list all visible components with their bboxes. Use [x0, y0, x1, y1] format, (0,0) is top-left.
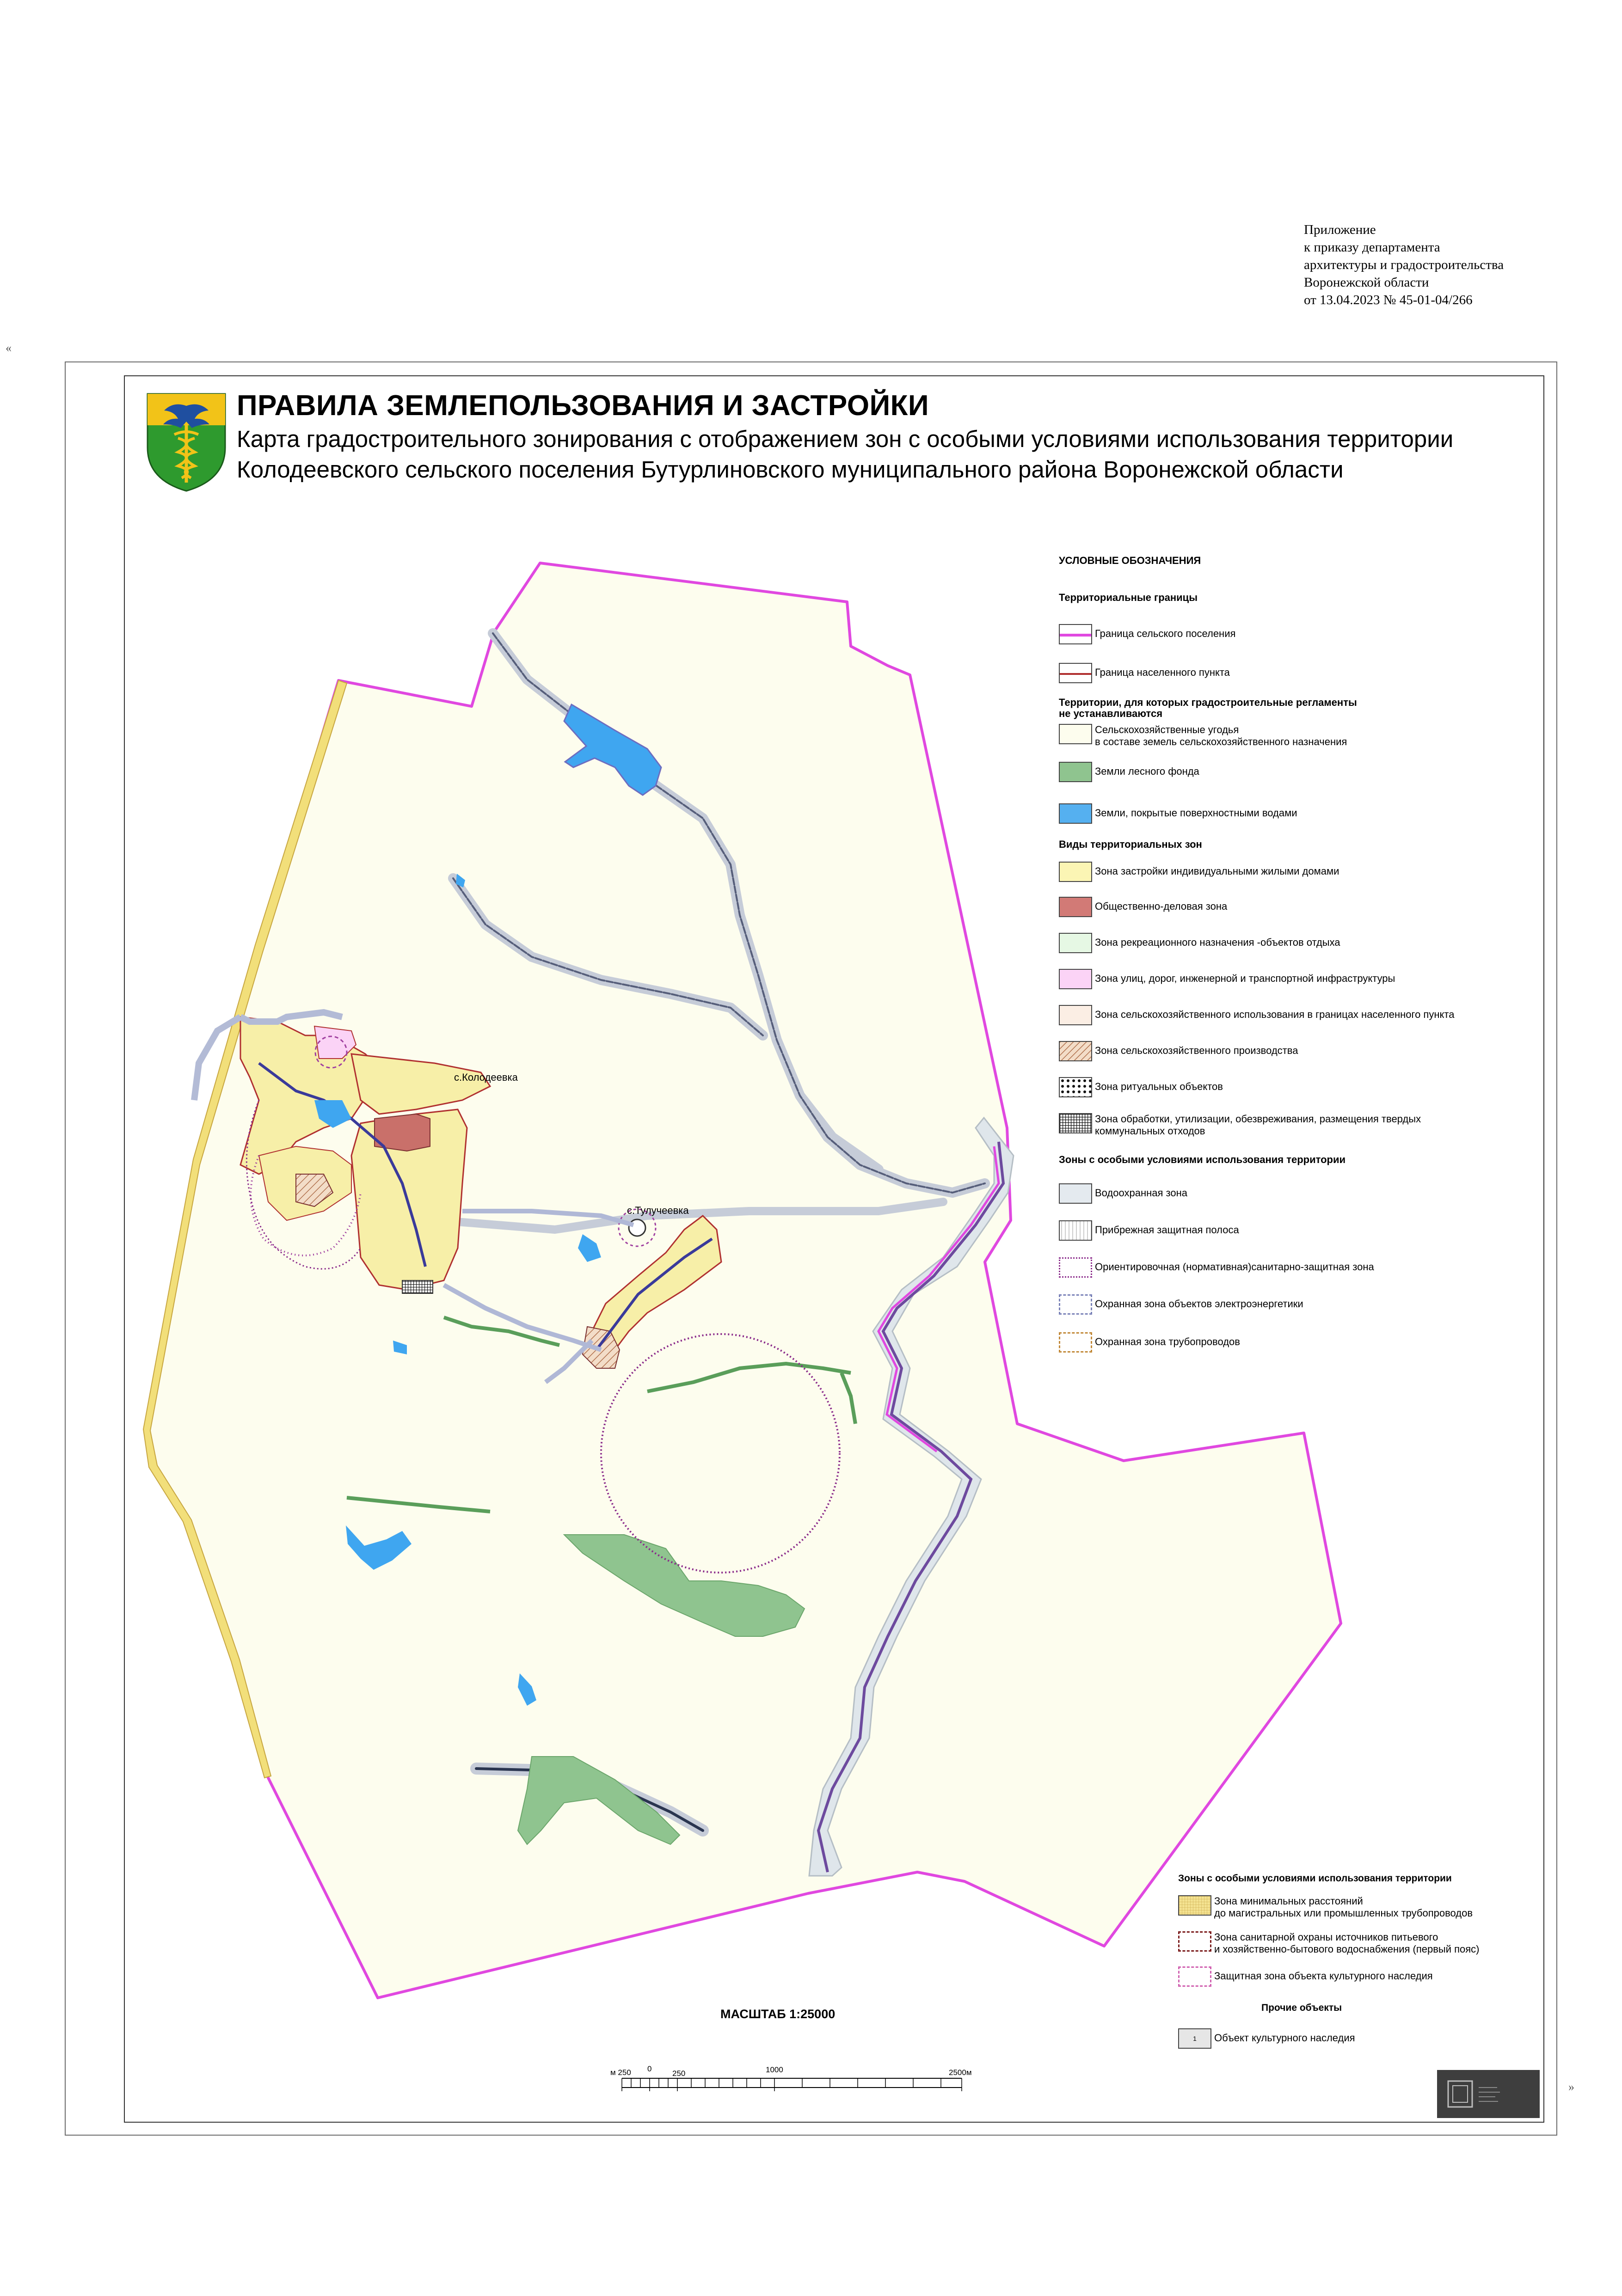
legend-item [1059, 862, 1339, 882]
legend-label: Зона санитарной охраны источников питьевого и хозяйственно-бытового водоснабжения (первый пояс) [1214, 1931, 1480, 1955]
legend-section-title: Прочие объекты [1261, 2002, 1342, 2013]
legend-label: Зона ритуальных объектов [1095, 1081, 1223, 1092]
ritual-swatch [1059, 1077, 1092, 1097]
legend-label: Граница населенного пункта [1095, 667, 1230, 678]
quote-open: « [6, 341, 12, 355]
forest-swatch [1059, 762, 1092, 782]
legend-label: Зона обработки, утилизации, обезвреживания, размещения твердых коммунальных отходов [1095, 1113, 1421, 1137]
coastal-strip-swatch [1059, 1220, 1092, 1241]
legend-label: Защитная зона объекта культурного наследия [1214, 1970, 1433, 1982]
legend-label: Зона застройки индивидуальными жилыми домами [1095, 865, 1339, 877]
place-label-kolodeevka: с.Колодеевка [454, 1071, 518, 1083]
water-protection-swatch [1059, 1183, 1092, 1204]
legend-item [1059, 969, 1395, 989]
legend-section-title: Зоны с особыми условиями использования территории [1178, 1873, 1452, 1884]
roads-swatch [1059, 969, 1092, 989]
power-zone-swatch [1059, 1294, 1092, 1315]
legend-item [1059, 624, 1235, 644]
legend-item [1059, 1113, 1421, 1137]
map-subtitle-area: Колодеевского сельского поселения Бутурлиновского муниципального района Воронежской области [237, 456, 1344, 483]
legend-item [1059, 1257, 1374, 1278]
legend-label: Зона рекреационного назначения -объектов отдыха [1095, 937, 1340, 948]
legend-section-title: Территории, для которых градостроительные регламенты не устанавливаются [1059, 697, 1357, 719]
recreation-swatch [1059, 933, 1092, 953]
waste-swatch [1059, 1113, 1092, 1133]
boundary-line-icon [1059, 624, 1092, 644]
legend-label: Зона улиц, дорог, инженерной и транспортной инфраструктуры [1095, 973, 1395, 984]
legend-section-title: Зоны с особыми условиями использования территории [1059, 1154, 1346, 1165]
heritage-object-swatch: 1 [1178, 2028, 1211, 2049]
appendix-line: Приложение [1304, 222, 1376, 237]
legend-item [1059, 1183, 1187, 1204]
organization-logo-icon [1437, 2070, 1540, 2118]
legend-label: Объект культурного наследия [1214, 2032, 1355, 2044]
sanitary-water-swatch [1178, 1931, 1211, 1952]
sanitary-swatch [1059, 1257, 1092, 1278]
scale-label: 2500м [949, 2068, 972, 2077]
document-title: ПРАВИЛА ЗЕМЛЕПОЛЬЗОВАНИЯ И ЗАСТРОЙКИ [237, 390, 929, 422]
agri-locality-swatch [1059, 1005, 1092, 1025]
legend-label: Зона минимальных расстояний до магистральных или промышленных трубопроводов [1214, 1895, 1473, 1919]
legend-item [1178, 1966, 1433, 1987]
locality-line-icon [1059, 663, 1092, 683]
legend-label: Зона сельскохозяйственного производства [1095, 1045, 1298, 1056]
residential-swatch [1059, 862, 1092, 882]
legend-label: Зона сельскохозяйственного использования в границах населенного пункта [1095, 1009, 1455, 1020]
legend-item [1059, 933, 1340, 953]
legend-item [1059, 803, 1297, 824]
appendix-line: от 13.04.2023 № 45-01-04/266 [1304, 293, 1473, 307]
legend-label: Ориентировочная (нормативная)санитарно-защитная зона [1095, 1261, 1374, 1273]
scale-bar [622, 2078, 962, 2091]
legend-item [1178, 2028, 1355, 2049]
legend-item [1059, 1005, 1454, 1025]
pipeline-zone-swatch [1059, 1332, 1092, 1353]
legend-item [1059, 1041, 1298, 1061]
legend-label: Водоохранная зона [1095, 1187, 1187, 1199]
business-swatch [1059, 897, 1092, 917]
legend-item [1059, 1294, 1303, 1315]
legend-item [1178, 1895, 1473, 1919]
heritage-protection-swatch [1178, 1966, 1211, 1987]
legend-heading: УСЛОВНЫЕ ОБОЗНАЧЕНИЯ [1059, 555, 1201, 566]
appendix-line: к приказу департамента [1304, 240, 1440, 255]
agri-production-swatch [1059, 1041, 1092, 1061]
water-swatch [1059, 803, 1092, 824]
organization-logo [1437, 2070, 1540, 2118]
place-label-tuluchevka: с.Тулучеевка [627, 1205, 689, 1216]
legend-item [1059, 663, 1230, 683]
map-subtitle: Карта градостроительного зонирования с отображением зон с особыми условиями использования территории [237, 426, 1454, 452]
legend-item [1059, 1332, 1240, 1353]
scale-label: м 250 [610, 2068, 631, 2077]
appendix-line: Воронежской области [1304, 275, 1429, 290]
legend-label: Охранная зона объектов электроэнергетики [1095, 1298, 1303, 1310]
legend-label: Земли лесного фонда [1095, 765, 1199, 777]
agricultural-swatch [1059, 724, 1092, 744]
scale-label: 1000 [766, 2065, 783, 2074]
scale-title: МАСШТАБ 1:25000 [720, 2007, 836, 2021]
legend-label: Земли, покрытые поверхностными водами [1095, 807, 1297, 819]
legend-label: Общественно-деловая зона [1095, 900, 1228, 912]
legend-item [1059, 1220, 1239, 1241]
legend-item [1059, 762, 1199, 782]
scale-label: 0 [647, 2064, 652, 2073]
legend-item [1178, 1931, 1480, 1955]
legend-label: Сельскохозяйственные угодья в составе земель сельскохозяйственного назначения [1095, 724, 1347, 747]
pipeline-distance-swatch [1178, 1895, 1211, 1916]
scale-label: 250 [672, 2069, 686, 2078]
appendix-line: архитектуры и градостроительства [1304, 257, 1504, 272]
quote-close: » [1568, 2080, 1574, 2094]
legend-item [1059, 897, 1227, 917]
legend-item [1059, 1077, 1223, 1097]
legend-label: Прибрежная защитная полоса [1095, 1224, 1239, 1236]
legend-label: Охранная зона трубопроводов [1095, 1336, 1240, 1347]
legend-label: Граница сельского поселения [1095, 628, 1236, 639]
legend-section-title: Виды территориальных зон [1059, 839, 1202, 850]
legend-item [1059, 724, 1347, 748]
legend-section-title: Территориальные границы [1059, 592, 1198, 603]
